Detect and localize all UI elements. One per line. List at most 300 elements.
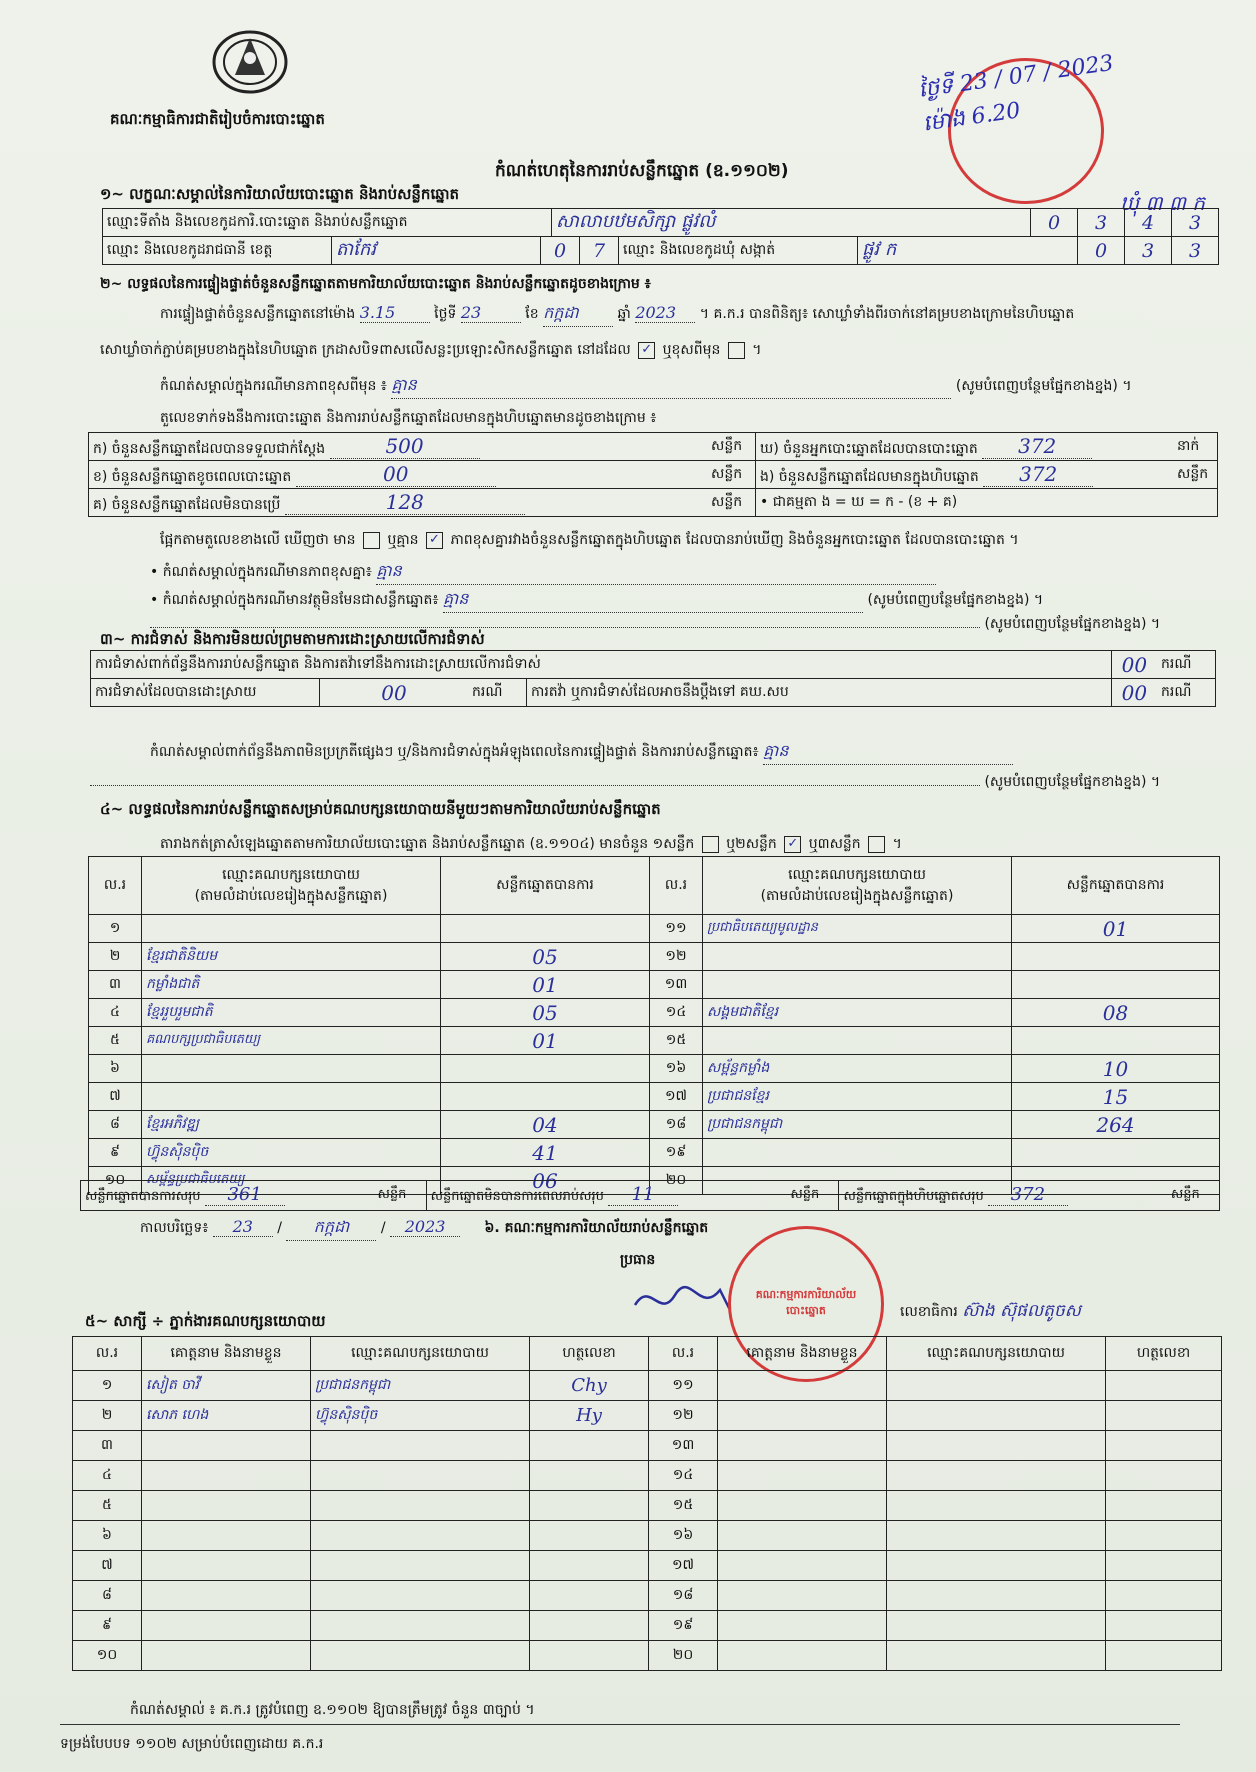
witness-no: ៨ [73,1581,142,1611]
signing-year[interactable]: 2023 [390,1217,460,1237]
mismatch-no-checkbox[interactable]: ✓ [426,532,443,549]
witness-party[interactable] [887,1521,1106,1551]
section-5-heading: ៥~ សាក្សី ÷ ភ្នាក់ងារគណបក្សនយោបាយ [85,1312,326,1330]
office-code-1[interactable]: 3 [1078,209,1125,237]
witness-no: ១៧ [649,1551,718,1581]
witness-party[interactable]: ប្រជាជនកម្ពុជា [311,1371,530,1401]
witness-sign[interactable] [1106,1641,1222,1671]
section-4-heading: ៤~ លទ្ធផលនៃការរាប់សន្លឹកឆ្នោតសម្រាប់គណបក្សនយោបាយនីមួយៗតាមការិយាល័យរាប់សន្លឹកឆ្នោត [100,800,661,818]
witness-party[interactable] [887,1551,1106,1581]
figure-y-label: ឃ) ចំនួនអ្នកបោះឆ្នោតដែលបានបោះឆ្នោត [760,440,978,457]
witness-name[interactable] [718,1521,887,1551]
witness-sign[interactable]: Hy [530,1401,649,1431]
sheet-count-2-checkbox[interactable]: ✓ [784,836,801,853]
witness-body [73,1371,1222,1671]
province-code-0[interactable]: 0 [541,237,580,265]
verify-month[interactable]: កក្កដា [543,302,613,327]
witness-no: ១១ [649,1371,718,1401]
witness-sign[interactable] [1106,1581,1222,1611]
section-1-table [102,208,1219,237]
row-votes[interactable] [441,1083,650,1111]
row-party[interactable] [142,1055,441,1083]
changed-checkbox[interactable] [728,342,745,359]
row-party[interactable] [703,1027,1012,1055]
office-name-label: ឈ្មោះទីតាំង និងលេខកូដការិ.បោះឆ្នោត និងរាប់សន្លឹកឆ្នោត [103,209,552,237]
table-row [89,1055,1220,1083]
row-party[interactable]: ខ្មែរជាតិនិយម [142,943,441,971]
results-body [89,915,1220,1195]
mismatch-label-b: ឬគ្មាន [387,532,419,548]
table-row [89,915,1220,943]
signing-date-line: កាលបរិច្ឆេទ៖ 23 / កក្កដា / 2023 ៦. គណៈកម្មការការិយាល័យរាប់សន្លឹកឆ្នោត [140,1216,708,1241]
verify-month-label: ខែ [525,306,539,322]
verify-line-1-end: ។ គ.ក.រ បានពិនិត្យ៖ សោឃ្លាំទាំងពីរចាក់នៅគម្របខាងក្រោមនៃហិបឆ្នោត [699,306,1075,322]
table-row [73,1551,1222,1581]
total-box-unit: សន្លឹក [1167,1181,1220,1211]
foreign-note-label: • កំណត់សម្គាល់ក្នុងករណីមានវត្ថុមិនមែនជាសន្លឹកឆ្នោត៖ [150,592,439,608]
results-col-party-title: ឈ្មោះគណបក្សនយោបាយ [222,866,360,883]
sheet-count-label: តារាងកត់ត្រាសំឡេងឆ្នោតតាមការិយាល័យបោះឆ្នោត និងរាប់សន្លឹកឆ្នោត (ឧ.១១០៤) មានចំនួន ១សន្លឹក [160,836,695,852]
witness-sign[interactable] [1106,1371,1222,1401]
witness-party[interactable] [311,1551,530,1581]
witness-col-no-2: ល.រ [649,1337,718,1371]
objection-resolved-unit: ករណី [468,679,527,707]
commune-code-0[interactable]: 0 [1078,237,1125,265]
row-no: ៦ [89,1055,142,1083]
section-2-extra-more: (សូមបំពេញបន្ថែមផ្នែកខាងខ្នង) ។ [984,616,1161,632]
witness-name[interactable] [718,1431,887,1461]
total-invalid-label: សន្លឹកឆ្នោតមិនបានការពេលរាប់សរុប [430,1189,604,1204]
row-votes[interactable]: 01 [441,971,650,999]
office-code-3[interactable]: 3 [1172,209,1219,237]
objection-total-value[interactable]: 00 [1111,651,1157,679]
diff-note-value[interactable]: គ្មាន [376,560,936,585]
sheet-count-end: ។ [892,836,902,852]
row-party[interactable]: ប្រជាជនខ្មែរ [703,1083,1012,1111]
figure-g-unit: សន្លឹក [707,489,756,517]
objection-resolved-value[interactable]: 00 [320,679,469,707]
row-no: ៩ [89,1139,142,1167]
row-no: ២០ [650,1167,703,1195]
row-party[interactable] [142,1083,441,1111]
line-2-end: ។ [752,342,762,358]
witness-col-sign-2: ហត្ថលេខា [1106,1337,1222,1371]
results-col-votes: សន្លឹកឆ្នោតបានការ [441,857,650,915]
office-code-2[interactable]: 4 [1125,209,1172,237]
results-col-party-title-2: ឈ្មោះគណបក្សនយោបាយ [788,866,926,883]
foreign-note-value[interactable]: គ្មាន [443,588,863,613]
witness-name[interactable]: សៀត ចាវី [142,1371,311,1401]
row-party[interactable]: ប្រជាជនកម្ពុជា [703,1111,1012,1139]
verify-time-label: ការផ្ទៀងផ្ទាត់ចំនួនសន្លឹកឆ្នោតនៅម៉ោង [160,306,356,322]
witness-name[interactable] [718,1491,887,1521]
diff-note-line [150,560,936,585]
row-no: ១៨ [650,1111,703,1139]
table-row [89,1111,1220,1139]
witness-name[interactable] [142,1461,311,1491]
results-col-party [142,857,441,915]
commune-code-2[interactable]: 3 [1172,237,1219,265]
figure-y-cell [756,433,1174,461]
witness-sign[interactable]: Chy [530,1371,649,1401]
total-invalid-unit: សន្លឹក [786,1181,839,1211]
diff-note-label: • កំណត់សម្គាល់ក្នុងករណីមានភាពខុសគ្នា៖ [150,564,372,580]
table-row [73,1581,1222,1611]
results-col-party-sub: (តាមលំដាប់លេខរៀងក្នុងសន្លឹកឆ្នោត) [194,887,388,904]
total-valid-label: សន្លឹកឆ្នោតបានការសរុប [85,1189,201,1204]
office-code-0[interactable]: 0 [1031,209,1078,237]
witness-party[interactable] [887,1581,1106,1611]
row-no: ១០ [89,1167,142,1195]
received-sign: ឃុំ ៣ ៣ ក [1120,191,1205,215]
witness-no: ១៤ [649,1461,718,1491]
witness-party[interactable] [887,1491,1106,1521]
results-table [88,856,1220,1195]
change-note-label: កំណត់សម្គាល់ក្នុងករណីមានភាពខុសពីមុន ៖ [160,378,387,394]
foreign-note-more: (សូមបំពេញបន្ថែមផ្នែកខាងខ្នង) ។ [867,592,1044,608]
secretary-line [900,1300,1081,1325]
witness-party[interactable] [311,1461,530,1491]
witness-no: ១៩ [649,1611,718,1641]
verify-time[interactable]: 3.15 [360,303,430,323]
figure-kh-cell [89,461,708,489]
witness-name[interactable] [718,1371,887,1401]
irregular-note-label: កំណត់សម្គាល់ពាក់ព័ន្ធនឹងភាពមិនប្រក្រតីផ្សេងៗ ឬ/និងការជំទាស់ក្នុងអំឡុងពេលនៃការផ្ទៀងផ្ទាត់ និងការរាប់សន្លឹកឆ្នោត៖ [150,744,759,760]
results-col-party-sub-2: (តាមលំដាប់លេខរៀងក្នុងសន្លឹកឆ្នោត) [760,887,954,904]
row-votes[interactable] [1012,971,1220,999]
witness-no: ១០ [73,1641,142,1671]
irregular-note-extra[interactable] [90,785,980,786]
row-votes[interactable]: 41 [441,1139,650,1167]
witness-name[interactable] [142,1521,311,1551]
row-no: ១៥ [650,1027,703,1055]
province-value[interactable]: តាកែវ [332,237,541,265]
witness-name[interactable] [718,1641,887,1671]
table-row [73,1521,1222,1551]
objection-appeal-label: ការតវ៉ា ឬការជំទាស់ដែលអាចនឹងប្តឹងទៅ គឃ.សប [527,679,1112,707]
witness-name[interactable] [142,1641,311,1671]
signing-date-label: កាលបរិច្ឆេទ៖ [140,1220,209,1236]
witness-col-name-2: គោត្តនាម និងនាមខ្លួន [718,1337,887,1371]
table-row [89,1083,1220,1111]
witness-party[interactable] [311,1431,530,1461]
witness-sign[interactable] [530,1491,649,1521]
figure-y-value[interactable]: 372 [982,434,1092,459]
table-row [73,1461,1222,1491]
table-row [89,1027,1220,1055]
total-box-cell [839,1181,1167,1211]
row-no: ១៦ [650,1055,703,1083]
secretary-label: លេខាធិការ [900,1304,958,1320]
table-row [73,1611,1222,1641]
changed-label: ឬខុសពីមុន [662,342,721,358]
results-col-votes-2: សន្លឹកឆ្នោតបានការ [1012,857,1220,915]
figure-k-unit: សន្លឹក [707,433,756,461]
table-row [73,1401,1222,1431]
witness-sign[interactable] [1106,1611,1222,1641]
committee-label: ៦. គណៈកម្មការការិយាល័យរាប់សន្លឹកឆ្នោត [484,1220,709,1236]
section-1-heading: ១~ លក្ខណៈសម្គាល់នៃការិយាល័យបោះឆ្នោត និងរាប់សន្លឹកឆ្នោត [100,185,460,203]
mismatch-line [160,530,1019,551]
seal-text: គណៈកម្មការការិយាល័យបោះឆ្នោត [755,1288,857,1317]
footer-divider [60,1724,1180,1725]
witness-col-name: គោត្តនាម និងនាមខ្លួន [142,1337,311,1371]
section-3-heading: ៣~ ការជំទាស់ និងការមិនយល់ព្រមតាមការដោះស្រាយលើការជំទាស់ [100,630,485,648]
witness-party[interactable]: ហ៊្វុនស៊ិនប៉ិច [311,1401,530,1431]
row-no: ៣ [89,971,142,999]
witness-party[interactable] [311,1581,530,1611]
sheet-count-line [160,834,902,855]
row-party[interactable] [142,915,441,943]
witness-party[interactable] [887,1371,1106,1401]
witness-no: ១៥ [649,1491,718,1521]
witness-no: ១៨ [649,1581,718,1611]
foreign-note-line [150,588,1043,613]
witness-sign[interactable] [1106,1551,1222,1581]
irregular-note-more: (សូមបំពេញបន្ថែមផ្នែកខាងខ្នង) ។ [984,774,1161,790]
row-party[interactable]: កម្លាំងជាតិ [142,971,441,999]
witness-col-sign: ហត្ថលេខា [530,1337,649,1371]
objection-appeal-value[interactable]: 00 [1111,679,1157,707]
witness-col-no: ល.រ [73,1337,142,1371]
table-row [89,999,1220,1027]
section-2-extra-dots[interactable] [150,627,980,628]
figure-ng-cell [756,461,1174,489]
witness-sign[interactable] [1106,1431,1222,1461]
section-2-heading: ២~ លទ្ធផលនៃការផ្ទៀងផ្ទាត់ចំនួនសន្លឹកឆ្នោតតាមការិយាល័យបោះឆ្នោត និងរាប់សន្លឹកឆ្នោតដូចខាងក្រោម ៖ [100,276,651,292]
table-row [73,1491,1222,1521]
witness-no: ៧ [73,1551,142,1581]
witness-sign[interactable] [530,1581,649,1611]
copies-note: កំណត់សម្គាល់ ៖ គ.ក.រ ត្រូវបំពេញ ឧ.១១០២ ឱ្យបានត្រឹមត្រូវ ចំនួន ៣ច្បាប់ ។ [130,1702,535,1718]
section-3-table [90,650,1216,707]
witness-sign[interactable] [530,1641,649,1671]
row-party[interactable]: សម្ព័ន្ធកម្លាំង [703,1055,1012,1083]
witness-name[interactable]: សោភ ហេង [142,1401,311,1431]
org-name: គណៈកម្មាធិការជាតិរៀបចំការបោះឆ្នោត [110,110,325,128]
row-no: ១៤ [650,999,703,1027]
row-votes[interactable]: 01 [441,1027,650,1055]
witness-sign[interactable] [1106,1521,1222,1551]
witness-no: ១៦ [649,1521,718,1551]
row-party[interactable]: ខ្មែរអភិវឌ្ឍ [142,1111,441,1139]
witness-no: ២ [73,1401,142,1431]
objection-appeal-unit: ករណី [1157,679,1216,707]
row-votes[interactable] [441,1055,650,1083]
objection-total-label: ការជំទាស់ពាក់ព័ន្ធនឹងការរាប់សន្លឹកឆ្នោត និងការតវ៉ាទៅនឹងការដោះស្រាយលើការជំទាស់ [91,651,1112,679]
chair-signature[interactable] [630,1275,740,1331]
row-votes[interactable]: 05 [441,999,650,1027]
witness-no: ៦ [73,1521,142,1551]
witness-no: ៤ [73,1461,142,1491]
table-row [89,943,1220,971]
row-party[interactable] [703,1139,1012,1167]
row-votes[interactable] [441,915,650,943]
table-row [89,1139,1220,1167]
witness-name[interactable] [718,1461,887,1491]
row-party[interactable]: សង្គមជាតិខ្មែរ [703,999,1012,1027]
witness-sign[interactable] [530,1551,649,1581]
results-col-party-2 [703,857,1012,915]
witness-name[interactable] [718,1401,887,1431]
row-votes[interactable] [1012,1139,1220,1167]
commune-code-1[interactable]: 3 [1125,237,1172,265]
commune-label: ឈ្មោះ និងលេខកូដឃុំ សង្កាត់ [619,237,858,265]
witness-col-party-2: ឈ្មោះគណបក្សនយោបាយ [887,1337,1106,1371]
results-col-no: ល.រ [89,857,142,915]
total-valid-cell [81,1181,374,1211]
figure-ng-value[interactable]: 372 [983,462,1093,487]
witness-sign[interactable] [1106,1401,1222,1431]
verify-day[interactable]: 23 [461,303,521,323]
section-1-table-row2 [102,236,1219,265]
figure-kh-unit: សន្លឹក [707,461,756,489]
objection-resolved-label: ការជំទាស់ដែលបានដោះស្រាយ [91,679,320,707]
mismatch-label-a: ផ្អែកតាមតួលេខខាងលើ ឃើញថា មាន [160,532,356,548]
objection-total-unit: ករណី [1157,651,1216,679]
row-votes[interactable]: 05 [441,943,650,971]
witness-party[interactable] [311,1521,530,1551]
row-no: ១៣ [650,971,703,999]
commune-value[interactable]: ផ្លូវ ក [858,237,1078,265]
row-party[interactable]: ប្រជាធិបតេយ្យមូលដ្ឋាន [703,915,1012,943]
row-party[interactable]: ហ៊្វុនស៊ិនប៉ិច [142,1139,441,1167]
row-votes[interactable] [1012,943,1220,971]
figure-g-value[interactable]: 128 [285,490,525,515]
witness-name[interactable] [718,1551,887,1581]
figure-kh-value[interactable]: 00 [296,462,496,487]
figure-g-cell [89,489,708,517]
change-note-more: (សូមបំពេញបន្ថែមផ្នែកខាងខ្នង) ។ [955,378,1132,394]
table-row [89,971,1220,999]
office-name-value[interactable]: សាលាបឋមសិក្សា ផ្លូវលំ [552,209,1031,237]
total-box-label: សន្លឹកឆ្នោតក្នុងហិបឆ្នោតសរុប [843,1189,984,1204]
row-no: ១៧ [650,1083,703,1111]
witness-sign[interactable] [1106,1461,1222,1491]
verify-year-label: ឆ្នាំ [617,306,631,322]
witness-sign[interactable] [530,1461,649,1491]
witness-name[interactable] [718,1611,887,1641]
witness-sign[interactable] [1106,1491,1222,1521]
figure-k-label: ក) ចំនួនសន្លឹកឆ្នោតដែលបានទទួលជាក់ស្តែង [93,440,326,457]
sheet-count-3-label: ឬ៣សន្លឹក [808,836,861,852]
irregular-note-line-2 [90,772,1160,793]
row-votes[interactable]: 01 [1012,915,1220,943]
witness-party[interactable] [887,1611,1106,1641]
row-party[interactable] [703,971,1012,999]
row-party[interactable]: គណបក្សប្រជាធិបតេយ្យ [142,1027,441,1055]
witness-no: ២០ [649,1641,718,1671]
sheet-count-3-checkbox[interactable] [868,836,885,853]
row-no: ២ [89,943,142,971]
witness-name[interactable] [142,1431,311,1461]
verify-line-2 [100,340,762,361]
chair-label: ប្រធាន [620,1252,656,1268]
intact-checkbox[interactable]: ✓ [638,342,655,359]
witness-name[interactable] [142,1551,311,1581]
witness-name[interactable] [718,1581,887,1611]
table-row [73,1641,1222,1671]
figures-intro: តួលេខទាក់ទងនឹងការបោះឆ្នោត និងការរាប់សន្លឹកឆ្នោតដែលមានក្នុងហិបឆ្នោតមានដូចខាងក្រោម ៖ [160,410,657,426]
mismatch-label-c: ភាពខុសគ្នារវាងចំនួនសន្លឹកឆ្នោតក្នុងហិបឆ្នោត ដែលបានរាប់ឃើញ និងចំនួនអ្នកបោះឆ្នោត ដែលបានបោះឆ្នោត ។ [450,532,1019,548]
witness-party[interactable] [311,1491,530,1521]
signing-month[interactable]: កក្កដា [286,1216,376,1241]
witness-party[interactable] [887,1461,1106,1491]
witness-sign[interactable] [530,1521,649,1551]
change-note-value[interactable]: គ្មាន [391,374,951,399]
figure-ng-unit: សន្លឹក [1173,461,1218,489]
row-no: ១១ [650,915,703,943]
witness-name[interactable] [142,1581,311,1611]
witness-name[interactable] [142,1611,311,1641]
verify-line-1 [160,302,1074,327]
witness-no: ៥ [73,1491,142,1521]
witness-party[interactable] [311,1611,530,1641]
witness-name[interactable] [142,1491,311,1521]
witness-party[interactable] [887,1641,1106,1671]
signing-day[interactable]: 23 [213,1217,273,1237]
row-no: ៥ [89,1027,142,1055]
row-votes[interactable]: 04 [441,1111,650,1139]
row-votes[interactable] [1012,1027,1220,1055]
row-party[interactable]: សម្ព័ន្ធប្រជាធិបតេយ្យ [142,1167,441,1195]
witness-sign[interactable] [530,1431,649,1461]
row-party[interactable] [703,943,1012,971]
figure-kh-label: ខ) ចំនួនសន្លឹកឆ្នោតខូចពេលបោះឆ្នោត [93,468,292,485]
sheet-count-2-label: ឬ២សន្លឹក [726,836,777,852]
row-votes[interactable]: 264 [1012,1111,1220,1139]
witness-sign[interactable] [530,1611,649,1641]
row-no: ៧ [89,1083,142,1111]
witness-no: ១៣ [649,1431,718,1461]
province-label: ឈ្មោះ និងលេខកូដរាជធានី ខេត្ត [103,237,332,265]
sheet-count-1-checkbox[interactable] [702,836,719,853]
witness-party[interactable] [887,1401,1106,1431]
form-footer: ទម្រង់បែបបទ ១១០២ សម្រាប់បំពេញដោយ គ.ក.រ [60,1736,324,1752]
irregular-note-value[interactable]: គ្មាន [763,740,1013,765]
witness-col-party: ឈ្មោះគណបក្សនយោបាយ [311,1337,530,1371]
row-votes[interactable]: 08 [1012,999,1220,1027]
figure-k-value[interactable]: 500 [330,434,480,459]
totals-table [80,1180,1220,1211]
results-col-no-2: ល.រ [650,857,703,915]
row-no: ១ [89,915,142,943]
total-invalid-cell [426,1181,786,1211]
total-valid-unit: សន្លឹក [374,1181,427,1211]
row-votes[interactable]: 10 [1012,1055,1220,1083]
figure-formula: • ជាគម្មតា ង = ឃ = ក - (ខ + គ) [756,489,1218,517]
verify-year[interactable]: 2023 [635,303,695,323]
row-no: ៨ [89,1111,142,1139]
table-row [73,1371,1222,1401]
witness-no: ៩ [73,1611,142,1641]
province-code-1[interactable]: 7 [580,237,619,265]
witness-party[interactable] [887,1431,1106,1461]
figure-ng-label: ង) ចំនួនសន្លឹកឆ្នោតដែលមានក្នុងហិបឆ្នោត [760,468,979,485]
secretary-name[interactable]: ស៊ាង ស៊ុផលតូចស [962,1301,1081,1321]
witness-no: ១២ [649,1401,718,1431]
row-votes[interactable]: 15 [1012,1083,1220,1111]
row-votes[interactable]: 06 [441,1167,650,1195]
witness-party[interactable] [311,1641,530,1671]
total-box-value[interactable]: 372 [988,1184,1068,1206]
total-invalid-value[interactable]: 11 [608,1184,678,1206]
verify-day-label: ថ្ងៃទី [434,306,457,322]
total-valid-value[interactable]: 361 [205,1184,285,1206]
row-party[interactable]: ខ្មែររួបរួមជាតិ [142,999,441,1027]
mismatch-yes-checkbox[interactable] [363,532,380,549]
change-note-line [160,374,1132,399]
